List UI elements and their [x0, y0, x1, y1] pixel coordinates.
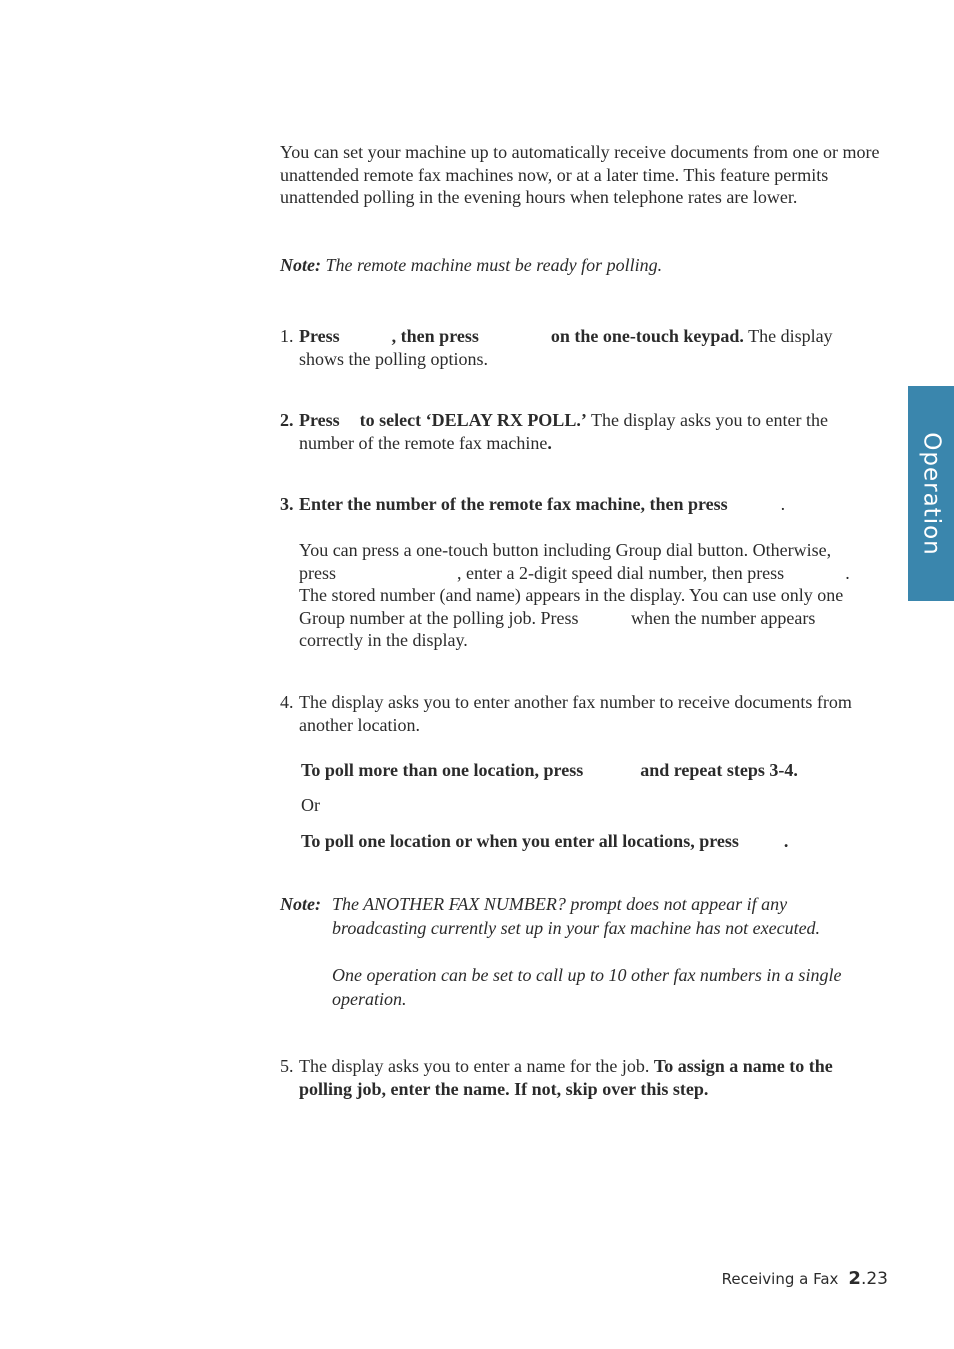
chapter-tab-label: Operation	[918, 431, 945, 556]
step-number: 2.	[280, 410, 294, 430]
step-3-detail-b: , enter a 2-digit speed dial number, then press	[457, 562, 785, 583]
step-1-number	[280, 325, 298, 348]
step-3-detail-d: when the number appears correctly in the display.	[299, 607, 816, 651]
step-4-or	[301, 794, 401, 817]
step-1-rest: The display shows the polling options.	[299, 326, 833, 369]
poll-one-end: .	[783, 831, 789, 851]
step-3-text: Enter the number of the remote fax machine, then press	[299, 494, 728, 514]
step-2-number	[280, 409, 298, 432]
note-2-first: The ANOTHER FAX NUMBER? prompt does not appear if any broadcasting currently set up in your fax machine has not executed.	[332, 894, 821, 938]
step-3-detail-a: You can press a one-touch button including Group dial button. Otherwise, press	[299, 540, 832, 583]
footer-section: Receiving a Fax	[721, 1270, 839, 1288]
note-2-text-1	[332, 892, 877, 940]
step-2-period: .	[547, 432, 552, 453]
poll-one-text: To poll one location or when you enter all locations, press	[301, 831, 739, 851]
step-4-poll-more	[301, 759, 881, 782]
step-3-detail-c: . The stored number (and name) appears in the display. You can use only one Group number at the polling job. Press	[299, 562, 850, 628]
step-2-press: Press	[299, 410, 340, 430]
step-2-rest: The display asks you to enter the number of the remote fax machine	[299, 410, 828, 453]
note-2-label-box	[280, 892, 332, 916]
footer-page-number: .23	[860, 1269, 888, 1289]
note-2-text-2	[332, 963, 852, 1011]
step-5-bold: To assign a name to the polling job, enter the name. If not, skip over this step.	[299, 1056, 833, 1099]
step-3-number	[280, 493, 298, 516]
step-5	[299, 1055, 879, 1100]
intro-paragraph	[280, 141, 880, 209]
step-3-end: .	[780, 494, 786, 514]
note-label: Note:	[280, 255, 321, 275]
note-2-second: One operation can be set to call up to 10 other fax numbers in a single operation.	[332, 965, 842, 1009]
step-number: 5.	[280, 1056, 294, 1076]
step-4-text: The display asks you to enter another fax number to receive documents from another location.	[299, 692, 852, 735]
step-4	[299, 691, 859, 736]
step-5-text: The display asks you to enter a name for the job.	[299, 1056, 650, 1076]
step-1	[299, 325, 859, 370]
step-2-select: to select ‘DELAY RX POLL.’	[359, 410, 587, 430]
intro-text: You can set your machine up to automatically receive documents from one or more unattended remote fax machines now, or at a later time. This feature permits unattended polling in the evening hours when telephone rates are lower.	[280, 142, 880, 208]
step-number: 1.	[280, 326, 294, 346]
step-3-detail	[299, 539, 871, 652]
note-label: Note:	[280, 894, 321, 914]
step-2	[299, 409, 859, 454]
step-4-poll-one	[301, 830, 881, 853]
poll-more-text: To poll more than one location, press	[301, 760, 584, 780]
chapter-tab	[908, 386, 954, 601]
step-number: 4.	[280, 692, 294, 712]
step-number: 3.	[280, 494, 294, 514]
page-footer	[722, 1268, 888, 1291]
footer-chapter: 2	[848, 1268, 861, 1289]
or-text: Or	[301, 795, 320, 815]
step-1-keypad: on the one-touch keypad.	[550, 326, 744, 346]
step-3	[299, 493, 879, 516]
step-4-number	[280, 691, 298, 714]
step-1-then-press: , then press	[391, 326, 479, 346]
note-ready-for-polling	[280, 254, 880, 277]
poll-more-repeat: and repeat steps 3-4.	[640, 760, 798, 780]
step-1-press: Press	[299, 326, 340, 346]
note-text: The remote machine must be ready for polling.	[325, 255, 663, 275]
step-5-number	[280, 1055, 298, 1078]
